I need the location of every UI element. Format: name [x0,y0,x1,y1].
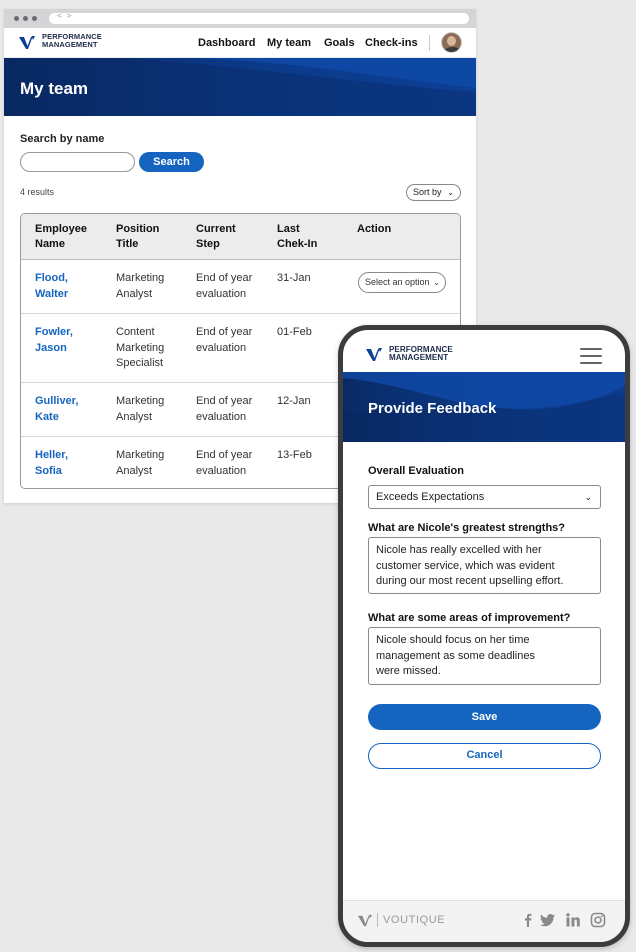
save-button[interactable]: Save [368,704,601,730]
action-select-value: Select an option [365,277,430,287]
chevron-down-icon: ⌄ [433,278,440,287]
last-check-in-cell: 01-Feb [277,326,312,338]
name-part: Gulliver, [35,395,79,407]
header-text: Name [35,238,65,250]
brand-wordmark[interactable] [389,346,453,363]
table-header-row [21,214,460,260]
column-header-action [357,222,391,237]
position-cell [116,325,164,372]
header-text: Last [277,223,300,235]
employee-name-link[interactable] [35,448,68,479]
nav-goals[interactable]: Goals [324,37,355,49]
brand-logo-icon[interactable] [357,914,373,928]
footer-brand-name: VOUTIQUE [383,914,446,926]
current-step-cell [196,271,252,302]
header-text: Employee [35,223,87,235]
header-text: Current [196,223,236,235]
last-check-in-cell: 12-Jan [277,395,311,407]
cell-line: evaluation [196,464,247,477]
mobile-page-title: Provide Feedback [368,400,497,417]
nav-dashboard[interactable]: Dashboard [198,37,256,49]
name-part: Heller, [35,449,69,461]
cell-line: Marketing [116,395,165,407]
browser-toolbar [4,9,476,28]
column-header-last-check-in[interactable] [277,222,317,252]
mobile-phone-frame [338,325,630,947]
cell-line: Analyst [116,410,153,423]
chevron-down-icon: ⌄ [447,188,454,197]
nav-divider [429,35,430,51]
search-button[interactable]: Search [139,152,204,172]
name-part: Jason [35,341,67,354]
current-step-cell [196,394,252,425]
name-part: Sofia [35,464,62,477]
employee-name-link[interactable] [35,325,73,356]
table-row [21,260,460,314]
overall-evaluation-label: Overall Evaluation [368,465,464,477]
brand-line-1: PERFORMANCE [389,345,453,354]
address-bar[interactable] [49,13,469,24]
cell-line: evaluation [196,287,247,300]
brand-line-2: MANAGEMENT [42,39,98,49]
cell-line: Content [116,326,155,338]
cell-line: End of year [196,272,253,284]
instagram-icon[interactable] [590,912,606,928]
user-avatar[interactable] [441,32,462,53]
window-dot-icon[interactable] [23,16,28,21]
brand-line-2: MANAGEMENT [389,353,449,363]
employee-name-link[interactable] [35,271,68,302]
sort-by-label: Sort by [413,187,442,197]
page-header-banner [4,58,476,116]
footer-divider [377,913,378,927]
results-count: 4 results [20,187,55,197]
strengths-label: What are Nicole's greatest strengths? [368,522,566,534]
sort-by-dropdown[interactable] [406,184,461,201]
name-part: Flood, [35,272,68,284]
column-header-employee-name[interactable] [35,222,87,252]
current-step-cell [196,325,252,356]
mobile-footer [343,900,625,942]
cell-line: Specialist [116,357,164,369]
mobile-header-banner [343,372,625,442]
cell-line: Analyst [116,464,153,477]
cell-line: End of year [196,449,253,461]
top-navigation [4,28,476,58]
cell-line: Marketing [116,272,165,284]
employee-name-link[interactable] [35,394,78,425]
mobile-screen [343,330,625,942]
brand-logo-icon[interactable] [18,35,36,51]
name-part: Walter [35,287,69,300]
window-dot-icon[interactable] [14,16,19,21]
cell-line: Analyst [116,287,153,300]
url-code-icon: < > [57,11,72,20]
header-text: Title [116,238,139,250]
header-text: Step [196,238,220,250]
nav-check-ins[interactable]: Check-ins [365,37,418,49]
overall-evaluation-value: Exceeds Expectations [376,491,485,503]
column-header-current-step[interactable] [196,222,236,252]
brand-line-1: PERFORMANCE [42,32,102,41]
column-header-position-title[interactable] [116,222,159,252]
cell-line: Marketing [116,341,165,354]
page-title: My team [20,79,89,98]
cell-line: End of year [196,395,253,407]
overall-evaluation-select[interactable] [368,485,601,509]
nav-my-team[interactable]: My team [267,37,312,49]
action-select[interactable] [358,272,446,293]
linkedin-icon[interactable] [565,912,581,928]
search-label: Search by name [20,133,105,145]
name-part: Fowler, [35,326,73,338]
menu-icon[interactable] [580,348,602,369]
cell-line: End of year [196,326,253,338]
header-text: Action [357,223,392,235]
header-text: Position [116,223,160,235]
brand-wordmark[interactable] [42,33,102,49]
name-part: Kate [35,410,59,423]
last-check-in-cell: 31-Jan [277,272,311,284]
improvement-textarea[interactable]: Nicole should focus on her time management as some deadlines were missed. [368,627,601,685]
position-cell [116,448,164,479]
position-cell [116,394,164,425]
facebook-icon[interactable] [520,912,536,928]
strengths-textarea[interactable]: Nicole has really excelled with her customer service, which was evident during our most recent upselling effort. [368,537,601,594]
cell-line: Marketing [116,449,165,461]
twitter-icon[interactable] [540,912,556,928]
last-check-in-cell: 13-Feb [277,449,312,461]
cell-line: evaluation [196,341,247,354]
window-dot-icon[interactable] [32,16,37,21]
chevron-down-icon: ⌄ [584,492,592,502]
current-step-cell [196,448,252,479]
header-text: Chek-In [277,238,318,250]
brand-logo-icon[interactable] [365,347,383,363]
position-cell [116,271,164,302]
improvement-label: What are some areas of improvement? [368,612,571,624]
cell-line: evaluation [196,410,247,423]
cancel-button[interactable]: Cancel [368,743,601,769]
search-input[interactable] [20,152,135,172]
